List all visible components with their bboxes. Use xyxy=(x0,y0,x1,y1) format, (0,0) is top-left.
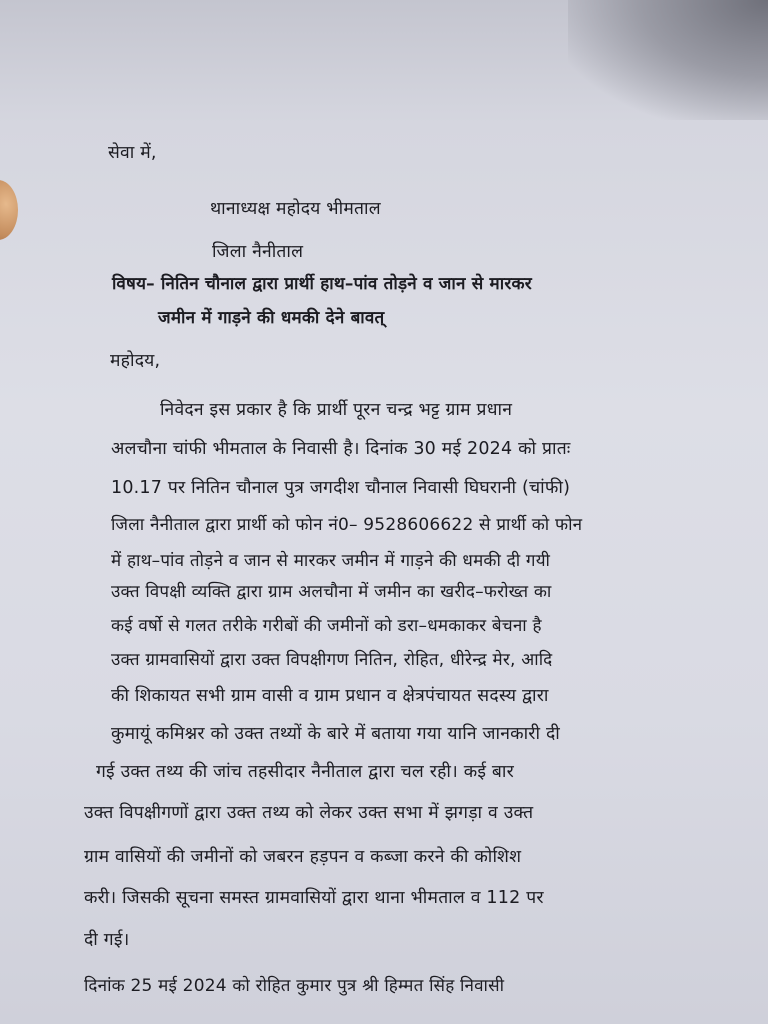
body-line: कई वर्षो से गलत तरीके गरीबों की जमीनों को डरा–धमकाकर बेचना है xyxy=(111,616,542,636)
subject-line-1: विषय– नितिन चौनाल द्वारा प्रार्थी हाथ–पांव तोड़ने व जान से मारकर xyxy=(112,274,532,294)
body-line: की शिकायत सभी ग्राम वासी व ग्राम प्रधान व क्षेत्रपंचायत सदस्य द्वारा xyxy=(111,686,549,706)
body-line: ग्राम वासियों की जमीनों को जबरन हड़पन व कब्जा करने की कोशिश xyxy=(84,847,522,867)
body-line: उक्त ग्रामवासियों द्वारा उक्त विपक्षीगण नितिन, रोहित, धीरेन्द्र मेर, आदि xyxy=(111,650,553,670)
body-line: उक्त विपक्षी व्यक्ति द्वारा ग्राम अलचौना में जमीन का खरीद–फरोख्त का xyxy=(111,582,552,602)
body-line: जिला नैनीताल द्वारा प्रार्थी को फोन नं0– 9528606622 से प्रार्थी को फोन xyxy=(111,515,583,535)
body-line: कुमायूं कमिश्नर को उक्त तथ्यों के बारे में बताया गया यानि जानकारी दी xyxy=(111,724,560,744)
body-line: गई उक्त तथ्य की जांच तहसीदार नैनीताल द्वारा चल रही। कई बार xyxy=(96,762,514,782)
addressee-line-2: जिला नैनीताल xyxy=(212,242,304,262)
addressee-line-1: थानाध्यक्ष महोदय भीमताल xyxy=(210,199,381,219)
body-line: करी। जिसकी सूचना समस्त ग्रामवासियों द्वारा थाना भीमताल व 112 पर xyxy=(84,888,544,908)
last-line: दिनांक 25 मई 2024 को रोहित कुमार पुत्र श्री हिम्मत सिंह निवासी xyxy=(84,976,505,996)
body-line: में हाथ–पांव तोड़ने व जान से मारकर जमीन में गाड़ने की धमकी दी गयी xyxy=(111,551,551,571)
body-line: 10.17 पर नितिन चौनाल पुत्र जगदीश चौनाल निवासी घिघरानी (चांफी) xyxy=(111,478,571,498)
body-line: दी गई। xyxy=(84,930,130,950)
greeting: महोदय, xyxy=(110,351,161,371)
body-line: निवेदन इस प्रकार है कि प्रार्थी पूरन चन्द्र भट्ट ग्राम प्रधान xyxy=(160,400,513,420)
salutation-to: सेवा में, xyxy=(108,143,157,163)
body-line: उक्त विपक्षीगणों द्वारा उक्त तथ्य को लेकर उक्त सभा में झगड़ा व उक्त xyxy=(84,803,534,823)
subject-line-2: जमीन में गाड़ने की धमकी देने बावत् xyxy=(158,308,385,328)
body-line: अलचौना चांफी भीमताल के निवासी है। दिनांक 30 मई 2024 को प्रातः xyxy=(111,439,571,459)
